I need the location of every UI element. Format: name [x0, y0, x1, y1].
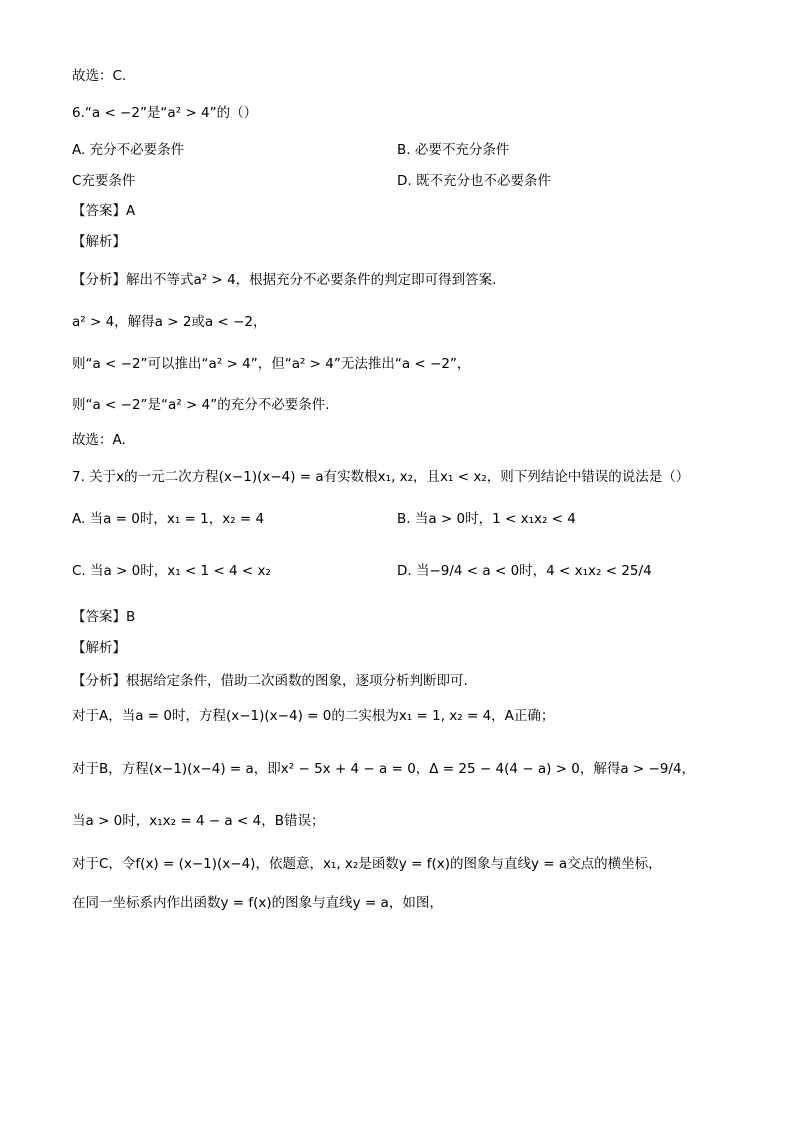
q7-solution-heading: 【解析】 — [72, 640, 126, 656]
q6-step-3: 则“a < −2”是“a² > 4”的充分不必要条件. — [72, 397, 330, 413]
q6-step-2: 则“a < −2”可以推出“a² > 4”，但“a² > 4”无法推出“a < −2”， — [72, 356, 471, 372]
q7-check-b-cont: 当a > 0时，x₁x₂ = 4 − a < 4，B错误； — [72, 813, 325, 829]
q6-conclusion: 故选：A. — [72, 432, 126, 448]
q6-answer: 【答案】A — [72, 203, 136, 219]
q7-check-b: 对于B，方程(x−1)(x−4) = a，即x² − 5x + 4 − a = 0，Δ = 25 − 4(4 − a) > 0，解得a > −9/4， — [72, 761, 696, 777]
q7-option-c: C. 当a > 0时，x₁ < 1 < 4 < x₂ — [72, 563, 271, 579]
q7-analysis-label: 【分析】 — [72, 673, 126, 689]
prev-answer-conclusion: 故选：C. — [72, 68, 127, 84]
q7-analysis — [72, 672, 468, 690]
q7-check-a: 对于A，当a = 0时，方程(x−1)(x−4) = 0的二实根为x₁ = 1, x₂ = 4，A正确； — [72, 708, 555, 724]
q6-option-b: B. 必要不充分条件 — [397, 142, 510, 158]
q7-option-a: A. 当a = 0时，x₁ = 1，x₂ = 4 — [72, 511, 265, 527]
q6-analysis-text: 解出不等式a² > 4，根据充分不必要条件的判定即可得到答案. — [126, 272, 497, 288]
q6-step-1: a² > 4，解得a > 2或a < −2， — [72, 314, 267, 330]
q6-option-c: C充要条件 — [72, 173, 136, 189]
q7-check-c-cont: 在同一坐标系内作出函数y = f(x)的图象与直线y = a，如图， — [72, 895, 443, 911]
q7-answer: 【答案】B — [72, 609, 136, 625]
q6-solution-heading: 【解析】 — [72, 234, 126, 250]
q7-option-d: D. 当−9/4 < a < 0时，4 < x₁x₂ < 25/4 — [397, 563, 652, 579]
q7-check-c: 对于C，令f(x) = (x−1)(x−4)，依题意，x₁, x₂是函数y = f(x)的图象与直线y = a交点的横坐标， — [72, 856, 662, 872]
q6-option-d: D. 既不充分也不必要条件 — [397, 173, 551, 189]
q6-analysis-label: 【分析】 — [72, 272, 126, 288]
q7-analysis-text: 根据给定条件，借助二次函数的图象，逐项分析判断即可. — [126, 673, 468, 689]
q7-stem: 7. 关于x的一元二次方程(x−1)(x−4) = a有实数根x₁, x₂，且x₁ < x₂，则下列结论中错误的说法是（） — [72, 469, 690, 485]
q6-stem: 6.“a < −2”是“a² > 4”的（） — [72, 105, 258, 121]
q7-option-b: B. 当a > 0时，1 < x₁x₂ < 4 — [397, 511, 576, 527]
q6-analysis — [72, 271, 496, 289]
q6-option-a: A. 充分不必要条件 — [72, 142, 185, 158]
